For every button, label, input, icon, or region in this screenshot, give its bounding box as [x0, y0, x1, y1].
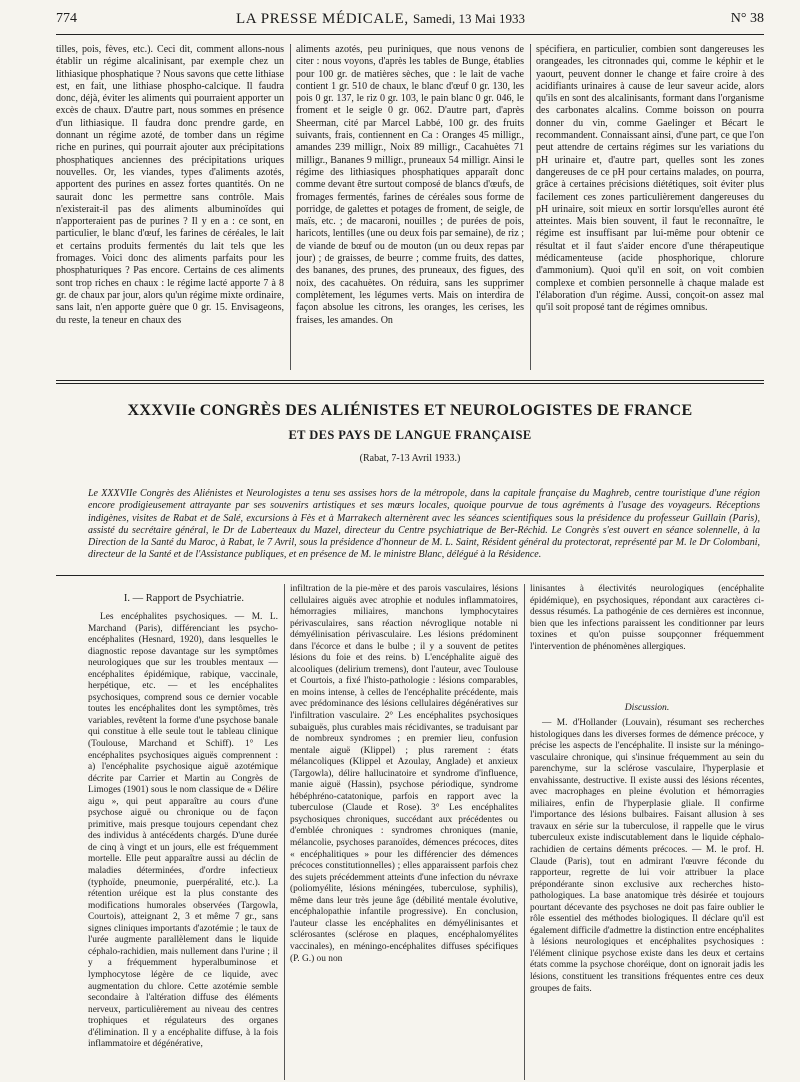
lower-column-2-text: infiltration de la pie-mère et des parois vasculaires, lésions cellulaires aiguës avec atrophie et nodules inflammatoires, hémorragies miliaires, manchons lymphocytaires périvasculaires, sans réaction névroglique notable ni démyélinisation périvasculaire. Les lésions prédominent dans l'écorce et dans le bulbe ; il y a souvent de petites lésions du foie et des reins. b) L'encéphalite aiguë des alcooliques (delirium tremens), dont l'auteur, avec Toulouse et Courtois, a fixé l'histo-pathologie : lésions comparables, en moins intense, à celles de l'encéphalite précédente, mais avec prédominance des lésions cellulaires dégénératives sur l'infiltration vasculaire. 2° Les encéphalites psychosiques subaiguës, plus curables mais récidivantes, se traduisant par de nombreux syndromes ; en premier lieu, confusion mentale aiguë (Klippel) ; plus rarement : états mélancoliques (Klippel et Azoulay, Anglade) et anxieux (Targowla), délire hallucinatoire et syndrome d'influence, manie aiguë (Hassin), psychose périodique, syndrome hébéphréno-catatonique, parfois en rapport avec la tuberculose (Claude et Rose). 3° Les encéphalites psychosiques chroniques, succédant aux précédentes ou d'emblée chroniques : syndromes chroniques (manie, mélancolie, psychoses paranoïdes, démences précoces, dites « encéphalitiques » pour les différencier des démences précoces constitutionnelles) ; elles apparaissent parfois chez des sujets précédemment atteints d'une infection du névraxe (poliomyélite, lésions méningées, tuberculose, syphilis), même dans leur très jeune âge (débilité mentale évolutive, encéphalopathie infantile progressive). En conclusion, l'auteur classe les encéphalites en démyélinisantes et sclérosantes (sclérose en plaques, encéphalomyélites vaccinales), en méningo-encéphalites diffuses spécifiques (P. G.) ou non — [290, 584, 518, 964]
column-divider — [284, 584, 285, 1080]
congress-subtitle: ET DES PAYS DE LANGUE FRANÇAISE — [288, 428, 532, 442]
page-number: 774 — [56, 11, 77, 26]
section-rule — [56, 383, 764, 384]
upper-column-1-text: tilles, pois, fèves, etc.). Ceci dit, comment allons-nous établir un régime alcalinisant, par exemple chez un lithiasique phosphatique ? Nous savons que cette lithiase est, en fait, une lithiase phospho-calcique. Il faudra donc, déjà, éviter les aliments qui pourraient apporter un excès de chaux. D'autre part, nous sommes en présence d'un lithiasique. Il faudra donc prendre garde, en donnant un régime azoté, de tomber dans un régime riche en purines, qui pourrait ajouter aux précipitations phosphatiques anciennes des précipitations uriques nouvelles. Or, les viandes, types d'aliments azotés, apportent des purines en assez fortes quantités. On ne saurait donc les permettre sans contrôle. Mais n'existerait-il pas des aliments albuminoïdes qui n'apporteraient pas de purines ? Il y en a : ce sont, en particulier, le blanc d'œuf, les farines de céréales, le lait et certains produits fermentés du lait tels que les fromages. Voici donc des aliments parfaits pour les phosphaturiques ? Pas encore. Certains de ces aliments sont trop riches en chaux : le régime lacté apporte 7 à 8 gr. de chaux par jour, alors qu'un régime mixte ordinaire, sans lait, n'en apporte guère que 0 gr. 15. Envisageons, du reste, la teneur en chaux des — [56, 44, 284, 326]
lower-column-1-text: Les encéphalites psychosiques. — M. L. Marchand (Paris), différenciant les psycho-encéphalites (Hesnard, 1920), dans lesquelles le diagnostic repose davantage sur les symptômes neurologiques que sur les troubles mentaux — encéphalites épidémique, rabique, vaccinale, herpétique, etc. — et les encéphalites psychosiques, comprend sous ce dernier vocable toutes les encéphalites dont les symptômes, très variables, revêtent la forme d'une psychose banale qui constitue à elle seule tout le tableau clinique (Toulouse, Marchand et Schiff). 1° Les encéphalites psychosiques aiguës comprennent : a) l'encéphalite psychosique aiguë azotémique décrite par Carrier et Martin au Congrès de Limoges (1901) sous le nom classique de « Délire aigu », qui peut apparaître au cours d'une psychose aiguë ou chronique ou de façon primitive, mais presque toujours cependant chez des individus à antécédents chargés. D'une durée de cinq à vingt et un jours, elle est fréquemment mortelle. Elle peut apparaître aussi au déclin de maladies déterminées, d'ordre infectieux (typhoïde, pneumonie, puerpéralité, etc.). La rétention uréique est la plus constante des modifications humorales observées (Targowla, Courtois), atteignant 2, 3 et même 7 gr., sans signes cliniques importants d'azotémie ; le taux de l'urée augmente parallèlement dans le liquide céphalo-rachidien, mais nullement dans l'urine ; il y a fréquemment hyperalbuminose et lymphocytose légère de ce liquide, avec augmentation du chlore. Cette azotémie semble secondaire à l'altération diffuse des éléments nerveux, particulièrement au niveau des centres trophiques et régulateurs des organes d'élimination. Il y a encéphalite diffuse, à la fois inflammatoire et dégénérative, — [88, 612, 278, 1050]
header-rule — [56, 34, 764, 35]
section-heading: I. — Rapport de Psychiatrie. — [123, 593, 245, 604]
intro-rule — [56, 575, 764, 576]
issue-number: N° 38 — [730, 11, 764, 26]
congress-intro-text: Le XXXVIIe Congrès des Aliénistes et Neurologistes a tenu ses assises hors de la métropole, dans la capitale française du Maghreb, centre touristique d'une région encore prodigieusement attrayante par ses souvenirs artistiques et ses mœurs locales, quoique pourvue de tous agréments à l'usage des voyageurs. Réceptions indigènes, visites de Rabat et de Salé, excursions à Fès et à Marrakech alternèrent avec les séances scientifiques sous la présidence du professeur Guillain (Paris), assisté du secrétaire général, le Dr de Laberteaux du Mazel, directeur du Centre psychiatrique de Ber-Réchid. Le Congrès s'est ouvert en séance solennelle, à la Direction de la Santé du Maroc, à Rabat, le 7 Avril, sous la présidence d'honneur de M. L. Saint, Résident général du protectorat, représenté par M. le Dr Colombani, directeur de la Santé et de l'Assistance publiques, et en présence de M. le ministre Blanc, délégué à la Résidence. — [88, 488, 760, 561]
congress-dateline: (Rabat, 7-13 Avril 1933.) — [359, 453, 461, 464]
lower-column-3-top-text: linisantes à électivités neurologiques (encéphalite épidémique), en psychosiques, répondant aux caractères ci-dessus résumés. La pathogénie de ces dernières est inconnue, bien que les infections paraissent les conditionner par leurs toxines et qu'on puisse soupçonner fréquemment l'intervention de phénomènes allergiques. — [530, 584, 764, 652]
lower-column-3-top — [530, 584, 764, 698]
congress-intro — [88, 488, 760, 562]
column-divider — [524, 584, 525, 1080]
lower-column-2 — [290, 584, 518, 1080]
upper-column-2-text: aliments azotés, peu puriniques, que nous venons de citer : nous voyons, d'après les tables de Bunge, établies pour 100 gr. de matières sèches, que : le lait de vache contient 1 gr. 510 de chaux, le blanc d'œuf 0 gr. 130, les pois 0 gr. 137, le riz 0 gr. 103, le pain blanc 0 gr. 046, le froment et le seigle 0 gr. 062. D'autre part, d'après Sheerman, cité par Marcel Labbé, 100 gr. des fruits suivants, frais, contiennent en Ca : Oranges 45 milligr., amandes 239 milligr., Noix 89 milligr., Cacahuètes 71 milligr., Bananes 9 milligr., pruneaux 54 milligr. Ainsi le régime des lithiasiques phosphatiques apparaît donc comme devant être surtout composé de blancs d'œufs, de fromages fermentés, farines de céréales sous forme de porridge, de galettes et potages de froment, de seigle, de maïs, etc. ; de macaroni, nouilles ; de purées de pois, haricots, lentilles (une ou deux fois par semaine), de riz ; de viande de bœuf ou de mouton (un ou deux repas par jour) ; de graisses, de beurre ; comme fruits, des dattes, des bananes, des prunes, des pruneaux, des figues, des noix, des cacahuètes. On réduira, sans les supprimer complètement, les légumes verts. Mais on interdira de façon absolue les citrons, les oranges, les cerises, les fraises, les amandes. On — [296, 44, 524, 326]
page-header — [56, 5, 764, 33]
upper-column-3-text: spécifiera, en particulier, combien sont dangereuses les orangeades, les citronnades qui, comme le képhir et le yaourt, peuvent donner le change et faire croire à des acidifiants urinaires à cause de leur saveur acide, alors qu'ils en sont des alcalinisants, formant dans l'organisme des carbonates alcalins. Comme boisson on pourra donner du vin, comme Gaelinger et Bécart le recommandent. Connaissant ainsi, d'une part, ce que l'on peut attendre de certains régimes sur les variations du pH urinaire et, d'autre part, quelles sont les zones dangereuses de ce pH pour certains malades, on pourra, grâce à certaines précisions diététiques, soit éviter plus facilement ces zones particulièrement dangereuses du pH urinaire, soit mieux en sortir lorsqu'elles auront été atteintes. Mais bien souvent, il faut le reconnaître, le régime est insuffisant par lui-même pour obtenir ce résultat et il faut s'aider encore d'une thérapeutique médicamenteuse (acide phosphorique, chlorure d'ammonium). Quoi qu'il en soit, on voit combien complexe et combien personnelle à chaque malade est l'élaboration d'un régime. Aussi, conçoit-on assez mal qu'il soit proposé tant de régimes omnibus. — [536, 44, 764, 314]
discussion-heading: Discussion. — [624, 702, 670, 713]
journal-name: LA PRESSE MÉDICALE, — [236, 11, 409, 27]
column-divider — [530, 44, 531, 370]
lower-column-1 — [88, 612, 278, 1080]
upper-column-1 — [56, 44, 284, 370]
issue-date: Samedi, 13 Mai 1933 — [413, 11, 525, 26]
section-rule — [56, 380, 764, 381]
lower-column-3-bottom — [530, 718, 764, 1080]
upper-column-3 — [536, 44, 764, 370]
congress-title: XXXVIIe CONGRÈS DES ALIÉNISTES ET NEUROLOGISTES DE FRANCE — [127, 402, 693, 419]
journal-title — [236, 11, 525, 28]
lower-column-3-bottom-text: — M. d'Hollander (Louvain), résumant ses recherches histologiques dans les diverses formes de démence précoce, y précise les aspects de l'encéphalite. Il insiste sur la méningo-vasculaire chronique, qui s'insinue fréquemment au sein du parenchyme, sur la sclérose vasculaire, l'hyperplasie et envahissante, destructive. Il existe aussi des lésions récentes, avec macrophages en pleine évolution et hémorragies miliaires, enfin de l'hyperplasie gliale. Il confirme l'importance des lésions bulbaires. Faisant allusion à ses travaux en série sur la tuberculose, il rappelle que le virus tuberculeux existe indiscutablement dans le liquide céphalo-rachidien de certains déments précoces. — M. le prof. H. Claude (Paris), tout en admirant l'œuvre féconde du rapporteur, regrette de lui voir attribuer la place prépondérante sinon exclusive aux recherches histo-pathologiques. La base anatomique très désirée et toujours pourtant décevante des psychoses ne doit pas faire oublier le rôle essentiel des méthodes biologiques. Il déclare qu'il est également difficile d'admettre la distinction entre encéphalites à lésions neurologiques et encéphalites psychosiques : l'élément clinique psychose existe dans les deux et certains états comme la psychose choréique, dont on ignorait jadis les lésions, constituent les transitions fréquentes entre ces deux groupes de faits. — [530, 718, 764, 994]
column-divider — [290, 44, 291, 370]
upper-column-2 — [296, 44, 524, 370]
